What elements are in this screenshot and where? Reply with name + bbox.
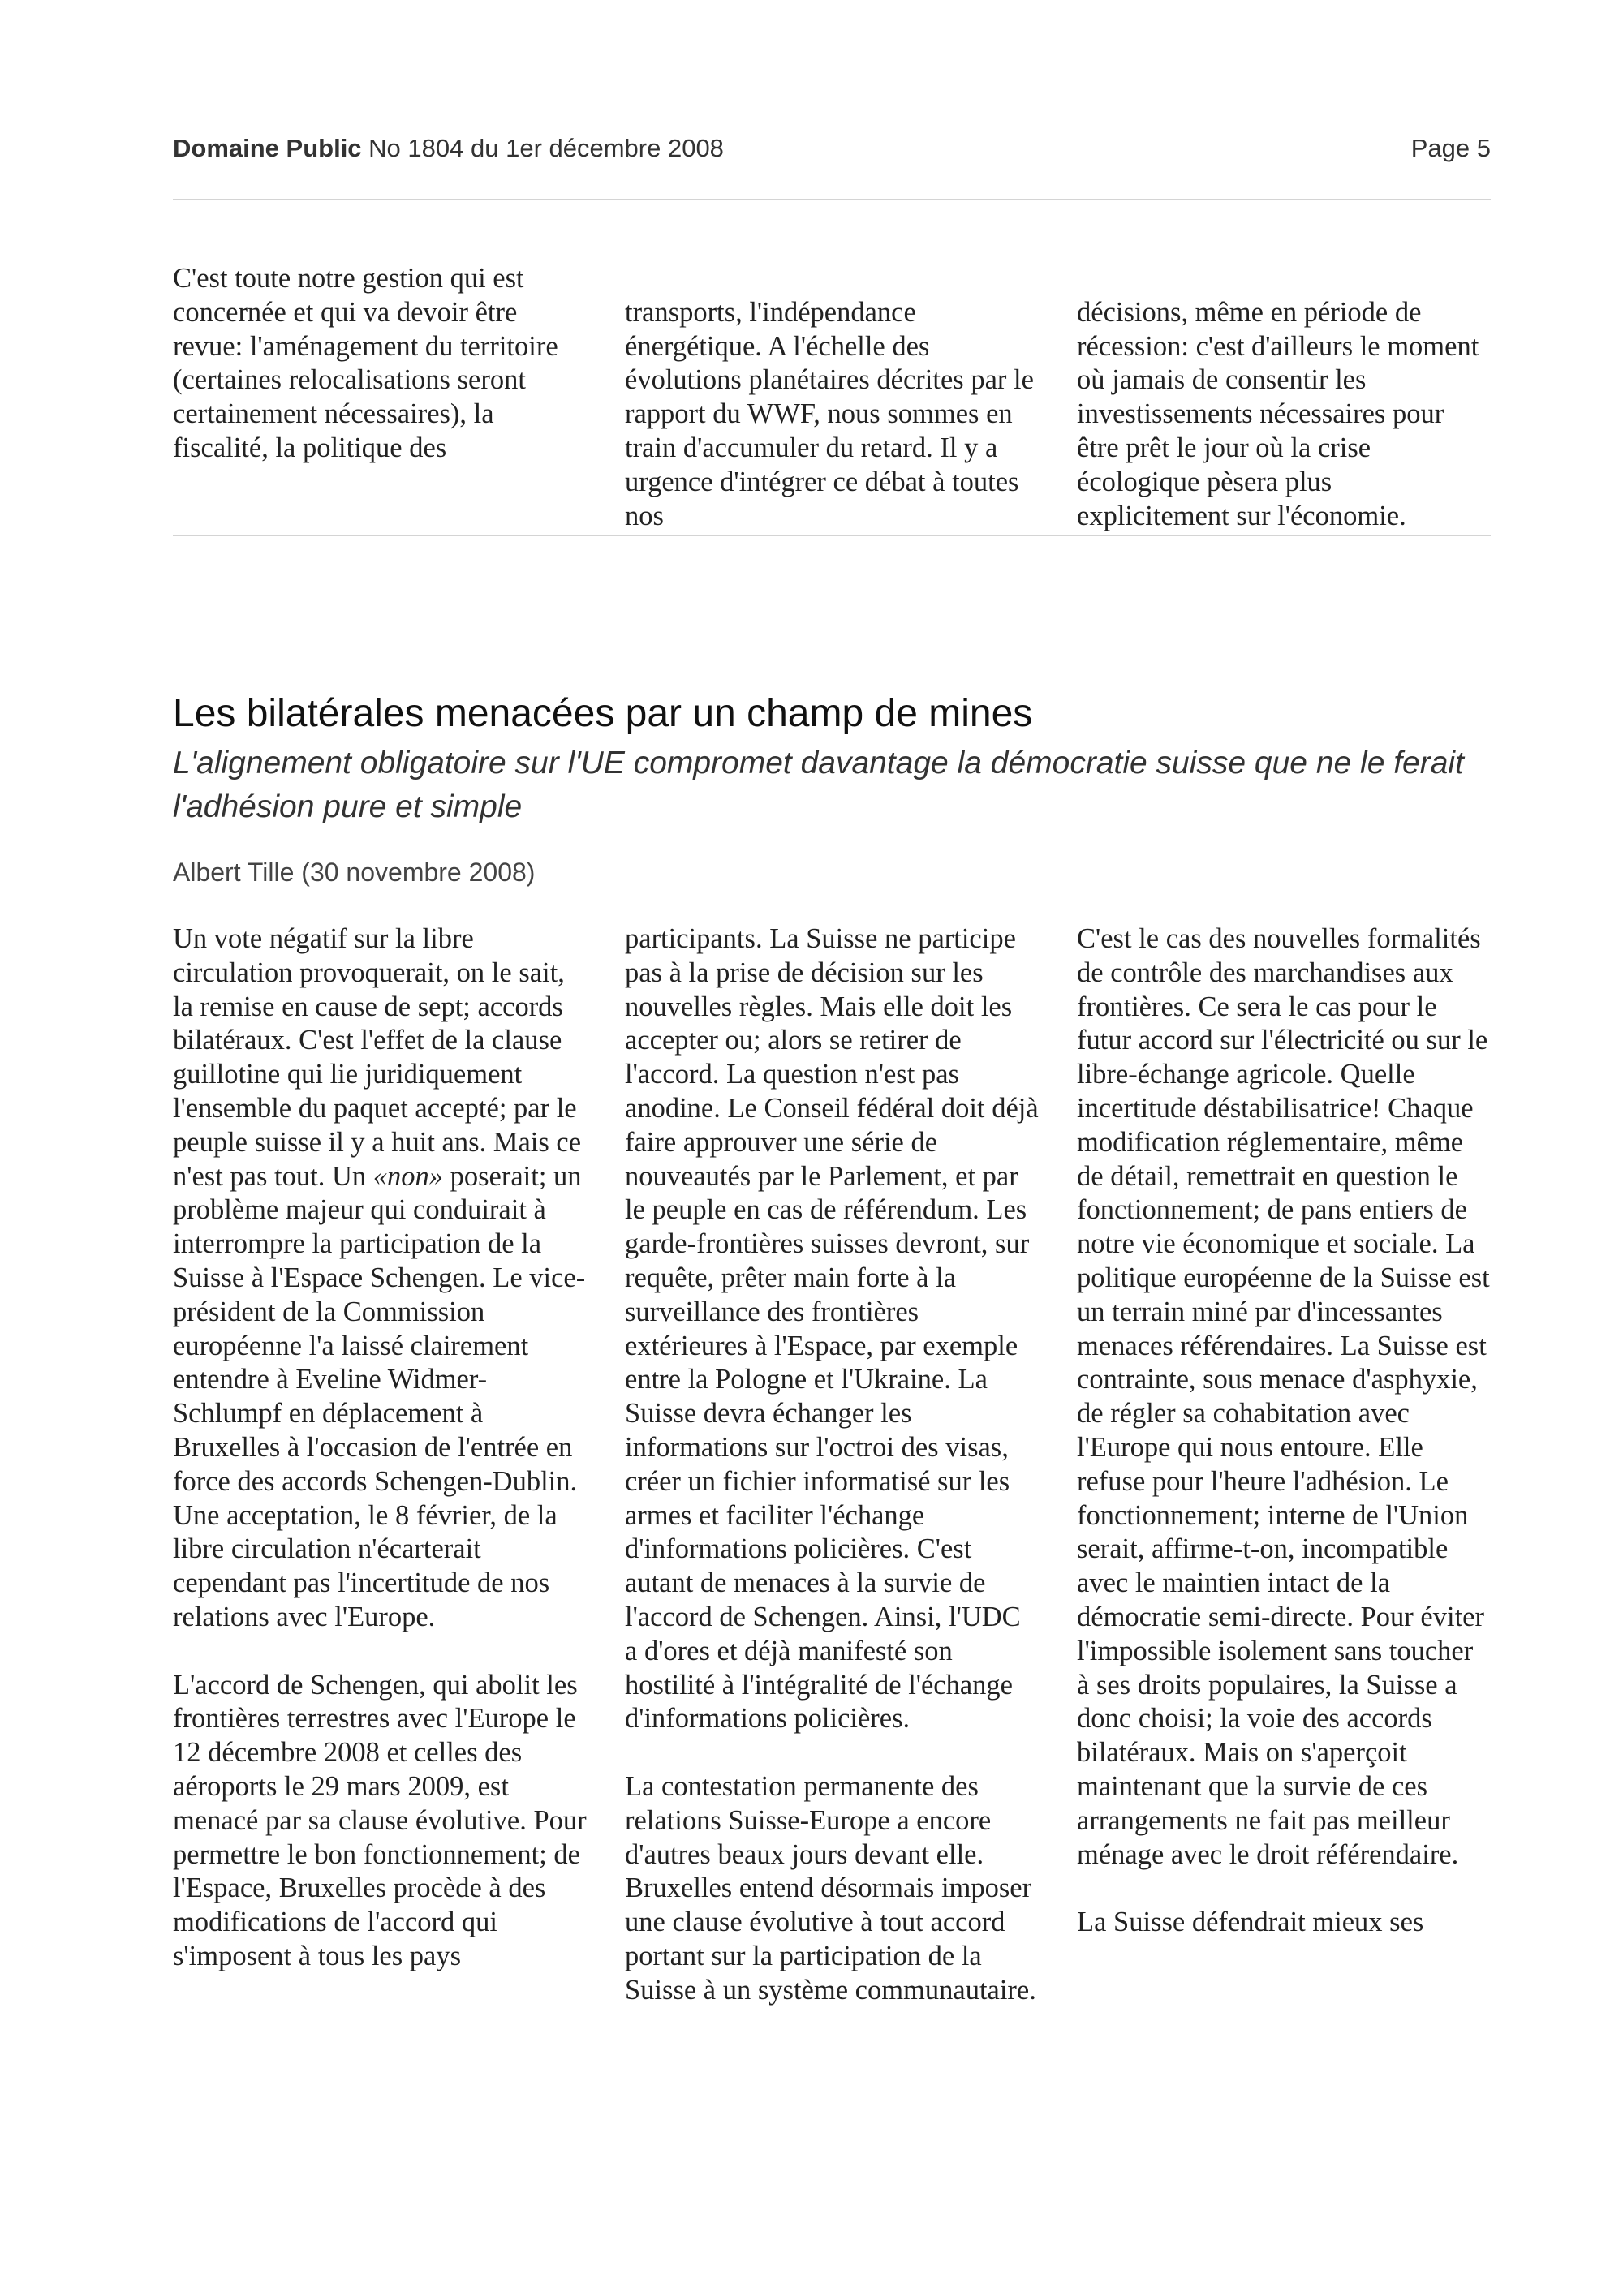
article-paragraph: [173, 922, 587, 1635]
quoted-word: «non»: [372, 1160, 443, 1192]
article-column-1: [173, 922, 587, 2008]
article-subtitle: L'alignement obligatoire sur l'UE compromet davantage la démocratie suisse que ne le ferait l'adhésion pure et simple: [173, 746, 1464, 824]
article-paragraph: participants. La Suisse ne participe pas à la prise de décision sur les nouvelles règles. Mais elle doit les accepter ou; alors se retirer de l'accord. La question n'est pas anodine. Le Conseil fédéral doit déjà faire approuver une série de nouveautés par le Parlement, et par le peuple en cas de référendum. Les garde-frontières suisses devront, sur requête, prêter main forte à la surveillance des frontières extérieures à l'Espace, par exemple entre la Pologne et l'Ukraine. La Suisse devra échanger les informations sur l'octroi des visas, créer un fichier informatisé sur les armes et faciliter l'échange d'informations policières. C'est autant de menaces à la survie de l'accord de Schengen. Ainsi, l'UDC a d'ores et déjà manifesté son hostilité à l'intégralité de l'échange d'informations policières.: [625, 923, 1039, 1735]
article-body: [173, 922, 1491, 2008]
article-byline: Albert Tille (30 novembre 2008): [173, 858, 536, 887]
article-paragraph: La contestation permanente des relations Suisse-Europe a encore d'autres beaux jours devant elle. Bruxelles entend désormais imposer une clause évolutive à tout accord portant sur la participation de la Suisse à un système communautaire.: [625, 1770, 1036, 2006]
paragraph-text: poserait; un problème majeur qui conduirait à interrompre la participation de la Suisse à l'Espace Schengen. Le vice-président de la Commission européenne l'a laissé clairement entendre à Eveline Widmer-Schlumpf en déplacement à Bruxelles à l'occasion de l'entrée en force des accords Schengen-Dublin. Une acceptation, le 8 février, de la libre circulation n'écarterait cependant pas l'incertitude de nos relations avec l'Europe.: [173, 1160, 586, 1632]
article-paragraph: L'accord de Schengen, qui abolit les frontières terrestres avec l'Europe le 12 décembre 2008 et celles des aéroports le 29 mars 2009, est menacé par sa clause évolutive. Pour permettre le bon fonctionnement; de l'Espace, Bruxelles procède à des modifications de l'accord qui s'imposent à tous les pays: [173, 1669, 587, 1971]
article-paragraph: La Suisse défendrait mieux ses: [1077, 1907, 1424, 1938]
issue-info: No 1804 du 1er décembre 2008: [368, 134, 724, 162]
previous-article-column-2: transports, l'indépendance énergétique. A l'échelle des évolutions planétaires décrites par le rapport du WWF, nous sommes en train d'accumuler du retard. Il y a urgence d'intégrer ce débat à toutes nos: [625, 296, 1034, 531]
header-publication-info: [173, 134, 724, 163]
article-divider: [173, 535, 1491, 536]
previous-article-column-1: C'est toute notre gestion qui est concernée et qui va devoir être revue: l'aménagement du territoire (certaines relocalisations seront certainement nécessaires), la fiscalité, la politique des: [173, 263, 558, 463]
article-paragraph: C'est le cas des nouvelles formalités de contrôle des marchandises aux frontières. Ce sera le cas pour le futur accord sur l'électricité ou sur le libre-échange agricole. Quelle incertitude déstabilisatrice! Chaque modification réglementaire, même de détail, remettrait en question le fonctionnement; de pans entiers de notre vie économique et sociale. La politique européenne de la Suisse est un terrain miné par d'incessantes menaces référendaires. La Suisse est contrainte, sous menace d'asphyxie, de régler sa cohabitation avec l'Europe qui nous entoure. Elle refuse pour l'heure l'adhésion. Le fonctionnement; interne de l'Union serait, affirme-t-on, incompatible avec le maintien intact de la démocratie semi-directe. Pour éviter l'impossible isolement sans toucher à ses droits populaires, la Suisse a donc choisi; la voie des accords bilatéraux. Mais on s'aperçoit maintenant que la survie de ces arrangements ne fait pas meilleur ménage avec le droit référendaire.: [1077, 923, 1490, 1870]
page-header: [173, 134, 1491, 163]
page-number: Page 5: [1410, 134, 1491, 162]
article-column-3: [1077, 922, 1491, 2008]
paragraph-text: Un vote négatif sur la libre circulation provoquerait, on le sait, la remise en cause de sept; accords bilatéraux. C'est l'effet de la clause guillotine qui lie juridiquement l'ensemble du paquet accepté; par le peuple suisse il y a huit ans. Mais ce n'est pas tout. Un: [173, 923, 582, 1192]
article-title: Les bilatérales menacées par un champ de mines: [173, 692, 1033, 735]
article-column-2: [625, 922, 1039, 2008]
publication-name: Domaine Public: [173, 134, 362, 162]
header-divider: [173, 199, 1491, 200]
previous-article-column-3: décisions, même en période de récession: c'est d'ailleurs le moment où jamais de consentir les investissements nécessaires pour être prêt le jour où la crise écologique pèsera plus explicitement sur l'économie.: [1077, 296, 1479, 531]
previous-article-columns: [173, 262, 1491, 533]
